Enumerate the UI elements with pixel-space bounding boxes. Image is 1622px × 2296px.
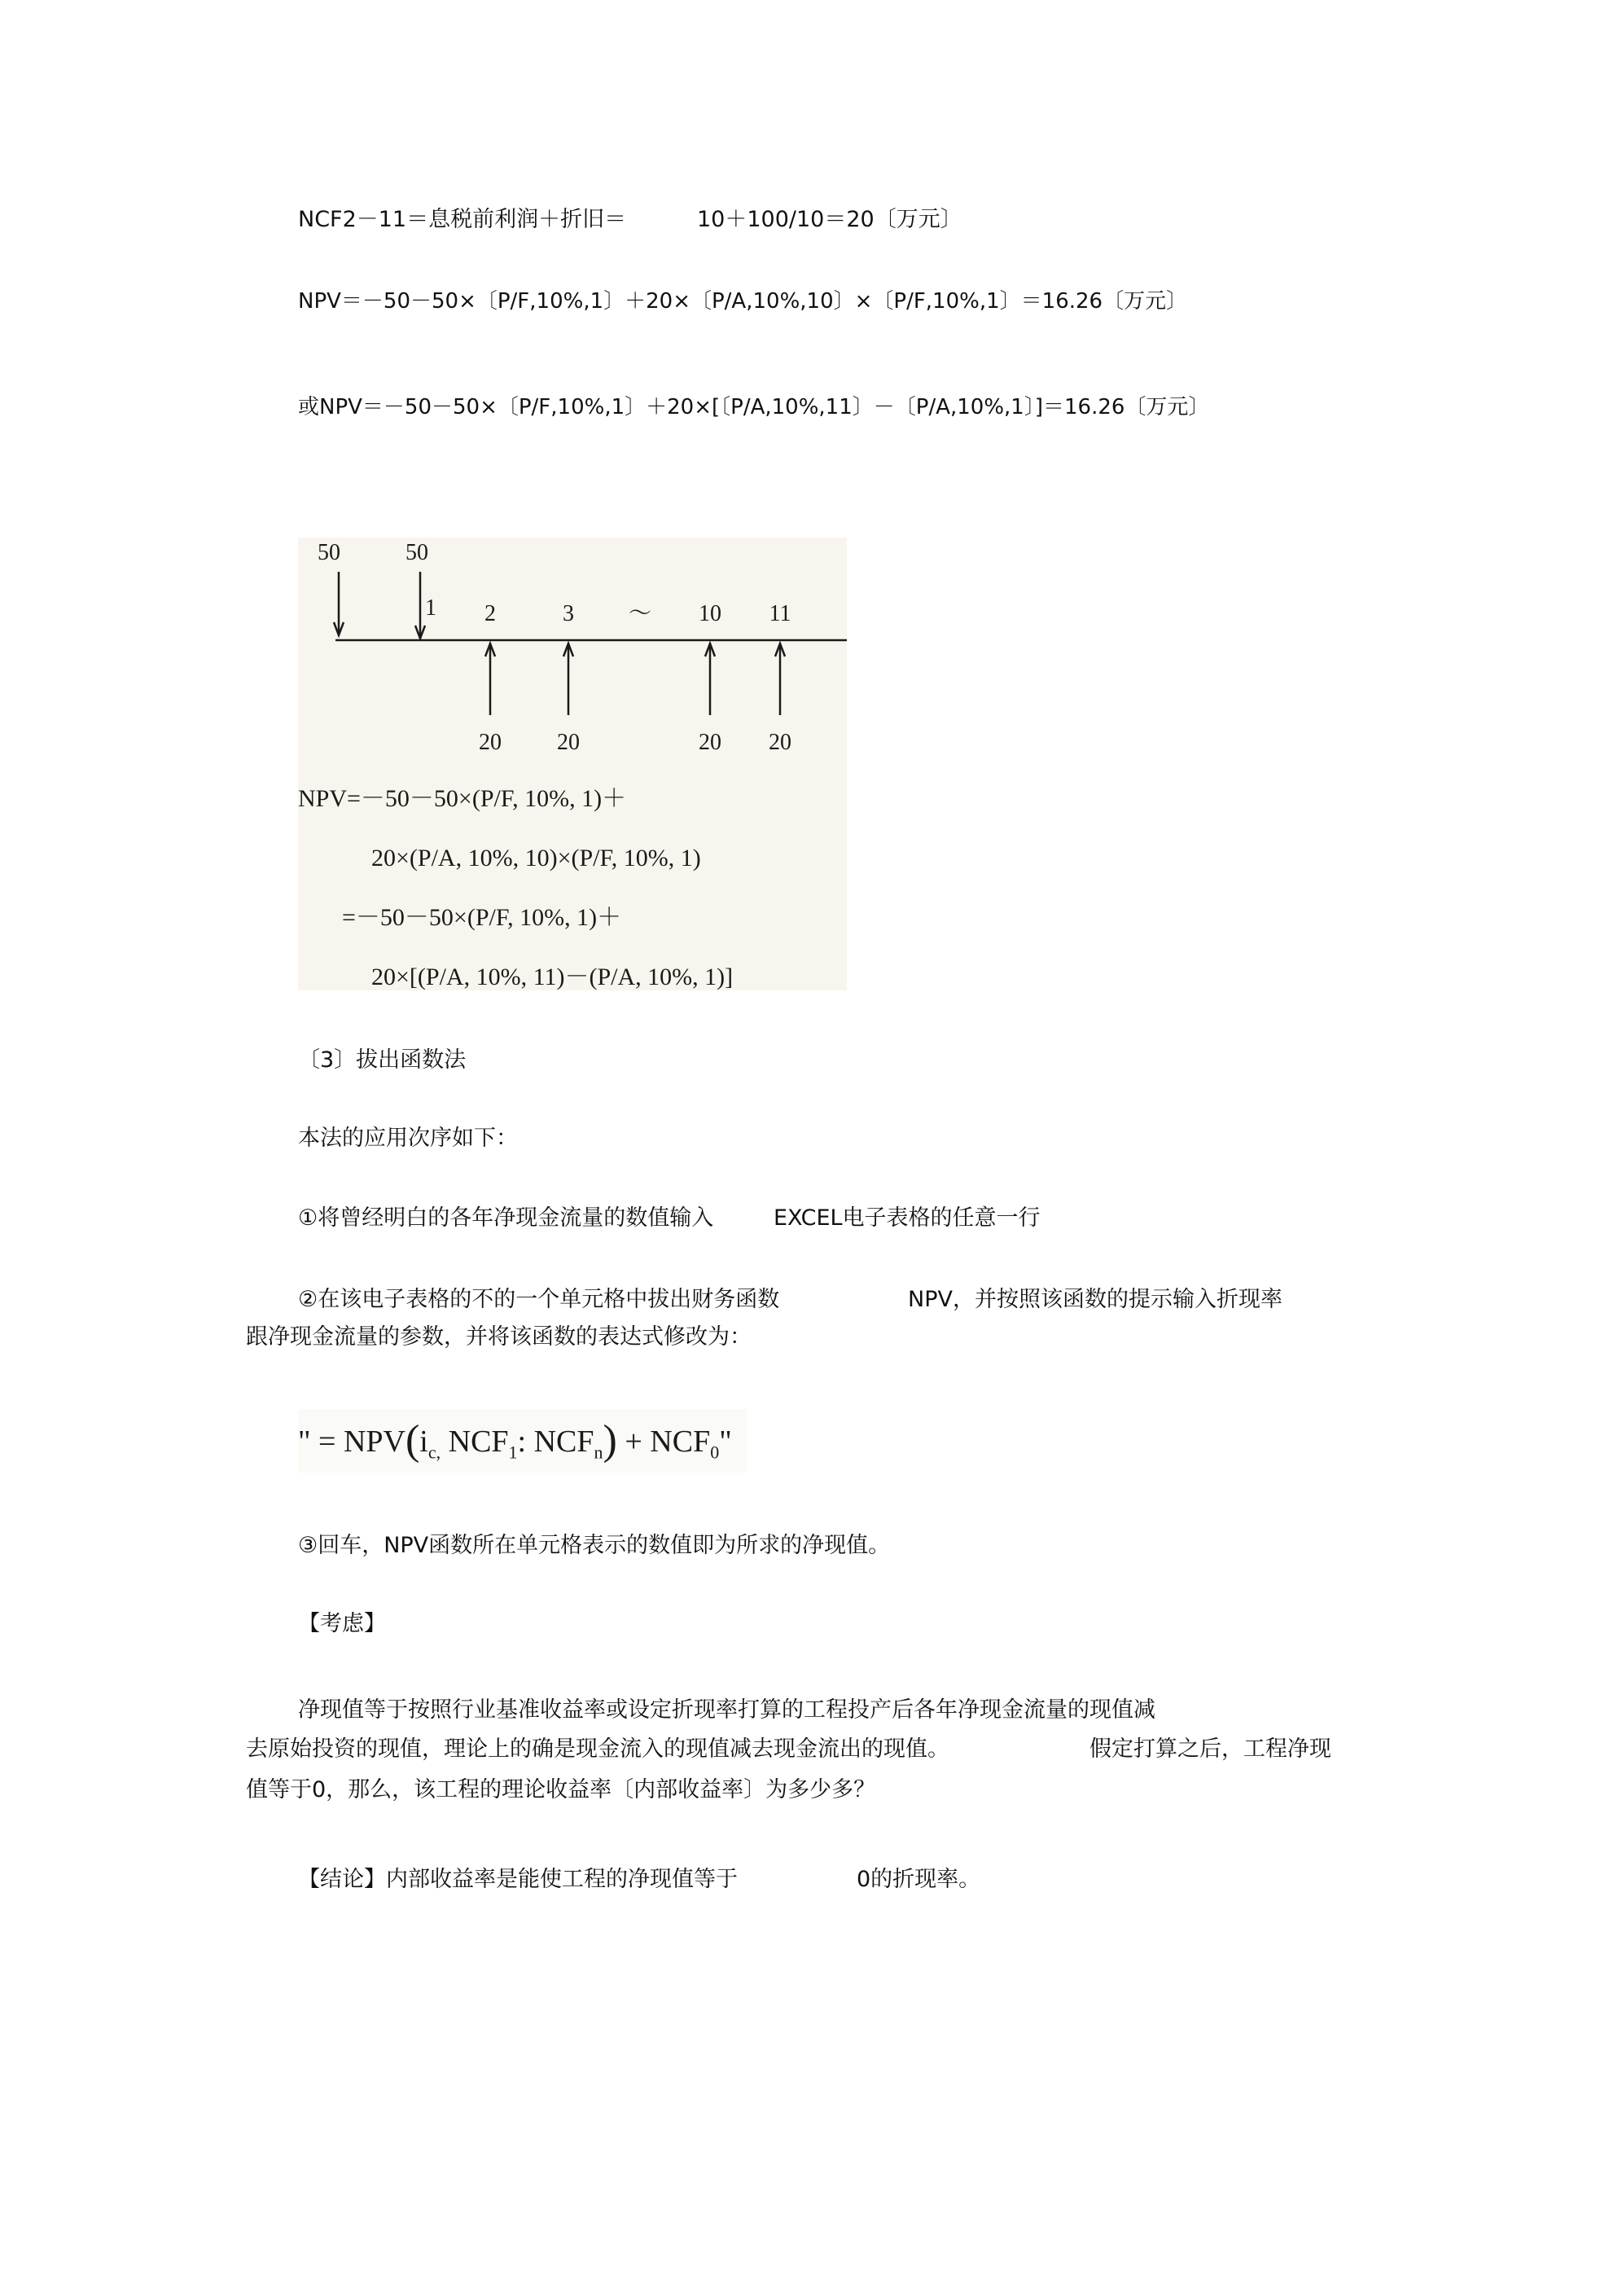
formula-open-quote: "	[298, 1425, 311, 1459]
formula-ncfn: NCF	[533, 1425, 594, 1459]
conclusion-right: 0的折现率。	[857, 1867, 981, 1892]
step-3: ③回车，NPV函数所在单元格表示的数值即为所求的净现值。	[298, 1533, 891, 1558]
period-label: ～	[628, 601, 652, 626]
formula-ncf1-sub: 1	[508, 1442, 518, 1463]
consider-line-2-left: 去原始投资的现值，理论上的确是现金流入的现值减去现金流出的现值。	[246, 1736, 949, 1762]
period-label: 1	[425, 595, 436, 621]
npv-formula-2: 或NPV＝－50－50×〔P/F,10%,1〕＋20×[〔P/A,10%,11〕－〔P/A,10%,1〕]＝16.26〔万元〕	[298, 395, 1210, 419]
formula-ncf0-sub: 0	[710, 1442, 720, 1463]
formula-ncfn-sub: n	[594, 1442, 603, 1463]
inflow-label: 20	[557, 730, 580, 755]
figure-formula-line: =－50－50×(P/F, 10%, 1)＋	[342, 904, 622, 931]
outflow-label: 50	[318, 540, 340, 565]
formula-close-quote: "	[719, 1425, 732, 1459]
step-1-left: ①将曾经明白的各年净现金流量的数值输入	[298, 1205, 714, 1231]
consider-line-1: 净现值等于按照行业基准收益率或设定折现率打算的工程投产后各年净现金流量的现值减	[298, 1697, 1155, 1723]
inflow-label: 20	[699, 730, 721, 755]
period-label: 2	[484, 601, 496, 626]
formula-rate-sub: c,	[427, 1442, 441, 1463]
consider-heading: 【考虑】	[298, 1611, 386, 1636]
period-label: 10	[699, 601, 721, 626]
formula-plus-ncf0: + NCF	[625, 1425, 711, 1459]
figure-formula-line: 20×(P/A, 10%, 10)×(P/F, 10%, 1)	[371, 845, 701, 871]
step-2-right: NPV，并按照该函数的提示输入折现率	[908, 1287, 1282, 1312]
ncf-formula-left: NCF2－11＝息税前利润＋折旧＝	[298, 207, 627, 232]
npv-function-formula: " = $NPV(i_{c,}$ $NCF_1$: $NCF_n) + NCF_0$"	[298, 1409, 747, 1473]
section-heading: 〔3〕拔出函数法	[298, 1047, 467, 1073]
conclusion-left: 【结论】内部收益率是能使工程的净现值等于	[298, 1867, 738, 1892]
consider-line-2-right: 假定打算之后，工程净现	[1089, 1736, 1331, 1762]
step-2-continuation: 跟净现金流量的参数，并将该函数的表达式修改为：	[246, 1324, 752, 1350]
step-2-left: ②在该电子表格的不的一个单元格中拔出财务函数	[298, 1287, 780, 1312]
formula-rate: i	[419, 1425, 428, 1459]
period-label: 11	[769, 601, 791, 626]
ncf-formula-right: 10＋100/10＝20〔万元〕	[697, 207, 962, 232]
npv-formula-1: NPV＝－50－50×〔P/F,10%,1〕＋20×〔P/A,10%,10〕×〔P/F,10%,1〕＝16.26〔万元〕	[298, 289, 1188, 314]
figure-formula-line: 20×[(P/A, 10%, 11)－(P/A, 10%, 1)]	[371, 964, 734, 990]
cashflow-figure	[298, 538, 847, 990]
formula-ncf1: NCF	[448, 1425, 509, 1459]
period-label: 3	[563, 601, 574, 626]
formula-equals-npv: = NPV	[318, 1425, 406, 1459]
figure-formula-line: NPV=－50－50×(P/F, 10%, 1)＋	[298, 785, 627, 812]
step-1-right: EXCEL电子表格的任意一行	[774, 1205, 1041, 1231]
consider-line-3: 值等于0，那么，该工程的理论收益率〔内部收益率〕为多少多？	[246, 1777, 876, 1802]
inflow-label: 20	[479, 730, 502, 755]
section-intro: 本法的应用次序如下：	[298, 1126, 518, 1151]
inflow-label: 20	[769, 730, 791, 755]
outflow-label: 50	[406, 540, 428, 565]
formula-colon: :	[517, 1425, 527, 1459]
